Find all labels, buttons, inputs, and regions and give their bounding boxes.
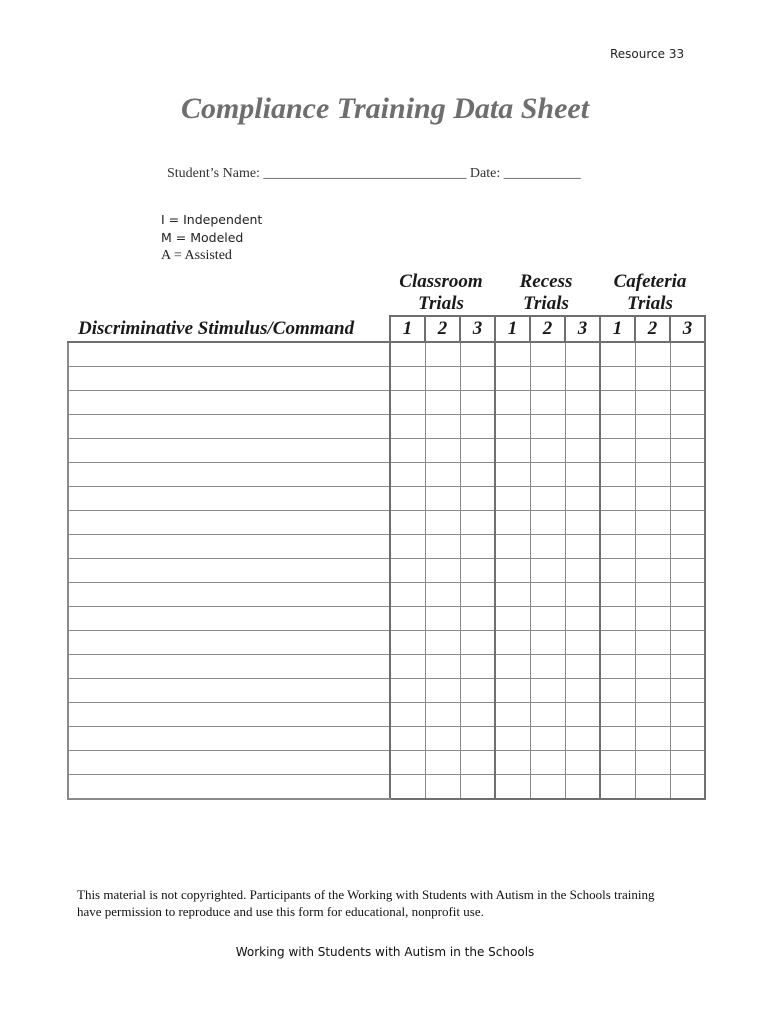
trial-entry-cell[interactable] [670, 559, 705, 583]
trial-entry-cell[interactable] [635, 751, 670, 775]
trial-entry-cell[interactable] [670, 439, 705, 463]
stimulus-header-cell [68, 316, 390, 342]
trial-entry-cell[interactable] [635, 559, 670, 583]
stimulus-entry-cell[interactable] [68, 439, 390, 463]
table-row [68, 415, 705, 439]
stimulus-entry-cell[interactable] [68, 751, 390, 775]
stimulus-entry-cell[interactable] [68, 367, 390, 391]
trial-entry-cell[interactable] [670, 583, 705, 607]
trial-entry-cell[interactable] [495, 583, 530, 607]
resource-label: Resource 33 [610, 47, 685, 61]
trial-entry-cell[interactable] [635, 607, 670, 631]
trial-entry-cell[interactable] [425, 703, 460, 727]
trial-entry-cell[interactable] [460, 679, 495, 703]
trial-entry-cell[interactable] [390, 583, 425, 607]
trial-entry-cell[interactable] [635, 342, 670, 367]
trial-entry-cell[interactable] [565, 727, 600, 751]
trial-entry-cell[interactable] [600, 535, 635, 559]
copyright-note [77, 886, 717, 920]
trial-entry-cell[interactable] [390, 415, 425, 439]
trial-entry-cell[interactable] [495, 775, 530, 800]
trial-entry-cell[interactable] [495, 415, 530, 439]
stimulus-entry-cell[interactable] [68, 655, 390, 679]
trial-entry-cell[interactable] [530, 727, 565, 751]
trial-entry-cell[interactable] [390, 751, 425, 775]
trial-number-header: 3 [670, 316, 705, 342]
trial-number-header: 2 [635, 316, 670, 342]
trial-entry-cell[interactable] [670, 415, 705, 439]
trial-entry-cell[interactable] [495, 607, 530, 631]
copyright-note-line: This material is not copyrighted. Participants of the Working with Students with Autism in the Schools training [77, 887, 655, 902]
trial-entry-cell[interactable] [460, 703, 495, 727]
trial-entry-cell[interactable] [565, 559, 600, 583]
trial-entry-cell[interactable] [425, 655, 460, 679]
trial-entry-cell[interactable] [565, 367, 600, 391]
trial-entry-cell[interactable] [565, 631, 600, 655]
trial-entry-cell[interactable] [425, 535, 460, 559]
trial-entry-cell[interactable] [600, 367, 635, 391]
trial-entry-cell[interactable] [565, 487, 600, 511]
trial-entry-cell[interactable] [425, 775, 460, 800]
trial-entry-cell[interactable] [530, 535, 565, 559]
legend-independent: I = Independent [161, 212, 263, 227]
trial-entry-cell[interactable] [495, 463, 530, 487]
trial-entry-cell[interactable] [565, 511, 600, 535]
trial-entry-cell[interactable] [530, 679, 565, 703]
trial-entry-cell[interactable] [460, 727, 495, 751]
stimulus-entry-cell[interactable] [68, 727, 390, 751]
trial-entry-cell[interactable] [460, 559, 495, 583]
table-row [68, 607, 705, 631]
trial-entry-cell[interactable] [635, 631, 670, 655]
stimulus-entry-cell[interactable] [68, 342, 390, 367]
trial-entry-cell[interactable] [600, 463, 635, 487]
trial-entry-cell[interactable] [495, 679, 530, 703]
trial-entry-cell[interactable] [530, 511, 565, 535]
trial-entry-cell[interactable] [425, 487, 460, 511]
trial-entry-cell[interactable] [425, 415, 460, 439]
trial-entry-cell[interactable] [425, 583, 460, 607]
stimulus-entry-cell[interactable] [68, 583, 390, 607]
trial-entry-cell[interactable] [670, 703, 705, 727]
stimulus-entry-cell[interactable] [68, 391, 390, 415]
trial-entry-cell[interactable] [600, 727, 635, 751]
trial-entry-cell[interactable] [565, 655, 600, 679]
trial-number-header: 2 [425, 316, 460, 342]
trial-entry-cell[interactable] [425, 367, 460, 391]
trial-entry-cell[interactable] [530, 487, 565, 511]
trial-entry-cell[interactable] [530, 342, 565, 367]
trial-entry-cell[interactable] [635, 727, 670, 751]
trial-entry-cell[interactable] [670, 487, 705, 511]
trial-entry-cell[interactable] [460, 487, 495, 511]
trial-entry-cell[interactable] [565, 342, 600, 367]
trial-entry-cell[interactable] [460, 511, 495, 535]
trial-entry-cell[interactable] [425, 391, 460, 415]
legend-assisted: A = Assisted [161, 248, 232, 263]
trial-entry-cell[interactable] [530, 559, 565, 583]
trial-entry-cell[interactable] [670, 342, 705, 367]
trial-entry-cell[interactable] [495, 655, 530, 679]
trial-entry-cell[interactable] [530, 775, 565, 800]
group-header-recess [494, 271, 598, 315]
trial-entry-cell[interactable] [495, 751, 530, 775]
group-header-line2: Trials [418, 293, 464, 314]
trial-number-header: 1 [600, 316, 635, 342]
trial-entry-cell[interactable] [635, 703, 670, 727]
trial-entry-cell[interactable] [460, 415, 495, 439]
trial-entry-cell[interactable] [495, 535, 530, 559]
trial-entry-cell[interactable] [460, 342, 495, 367]
group-header-cafeteria [598, 271, 702, 315]
trial-entry-cell[interactable] [600, 655, 635, 679]
table-row [68, 631, 705, 655]
group-header-line2: Trials [523, 293, 569, 314]
trial-entry-cell[interactable] [670, 775, 705, 800]
table-row [68, 583, 705, 607]
stimulus-entry-cell[interactable] [68, 511, 390, 535]
trial-entry-cell[interactable] [565, 415, 600, 439]
trial-entry-cell[interactable] [425, 751, 460, 775]
trial-entry-cell[interactable] [390, 679, 425, 703]
trial-entry-cell[interactable] [565, 751, 600, 775]
trial-entry-cell[interactable] [670, 391, 705, 415]
trial-number-header: 3 [460, 316, 495, 342]
table-row [68, 463, 705, 487]
trial-entry-cell[interactable] [600, 487, 635, 511]
trial-entry-cell[interactable] [460, 367, 495, 391]
trial-entry-cell[interactable] [460, 463, 495, 487]
trial-entry-cell[interactable] [600, 775, 635, 800]
trial-entry-cell[interactable] [390, 559, 425, 583]
page-footer: Working with Students with Autism in the Schools [235, 945, 535, 959]
trial-entry-cell[interactable] [530, 415, 565, 439]
group-header-classroom [389, 271, 493, 315]
trial-entry-cell[interactable] [460, 391, 495, 415]
trial-entry-cell[interactable] [460, 535, 495, 559]
table-row [68, 487, 705, 511]
legend-modeled: M = Modeled [161, 230, 244, 245]
trial-entry-cell[interactable] [495, 703, 530, 727]
trial-number-header: 2 [530, 316, 565, 342]
trial-number-header: 1 [390, 316, 425, 342]
table-row [68, 511, 705, 535]
trial-entry-cell[interactable] [495, 391, 530, 415]
trial-entry-cell[interactable] [495, 727, 530, 751]
trial-number-header: 3 [565, 316, 600, 342]
trial-entry-cell[interactable] [530, 367, 565, 391]
trial-entry-cell[interactable] [635, 679, 670, 703]
trial-entry-cell[interactable] [635, 583, 670, 607]
trial-entry-cell[interactable] [635, 511, 670, 535]
trial-entry-cell[interactable] [600, 703, 635, 727]
stimulus-entry-cell[interactable] [68, 415, 390, 439]
trial-entry-cell[interactable] [600, 751, 635, 775]
trial-entry-cell[interactable] [460, 583, 495, 607]
trial-entry-cell[interactable] [670, 679, 705, 703]
trial-entry-cell[interactable] [670, 367, 705, 391]
trial-entry-cell[interactable] [390, 439, 425, 463]
trial-entry-cell[interactable] [390, 535, 425, 559]
trial-entry-cell[interactable] [670, 751, 705, 775]
stimulus-entry-cell[interactable] [68, 535, 390, 559]
trial-entry-cell[interactable] [390, 487, 425, 511]
trial-entry-cell[interactable] [390, 463, 425, 487]
trial-entry-cell[interactable] [565, 679, 600, 703]
stimulus-entry-cell[interactable] [68, 631, 390, 655]
trial-entry-cell[interactable] [390, 727, 425, 751]
trial-entry-cell[interactable] [600, 511, 635, 535]
table-row [68, 391, 705, 415]
trial-entry-cell[interactable] [635, 535, 670, 559]
trial-entry-cell[interactable] [425, 679, 460, 703]
trial-entry-cell[interactable] [635, 415, 670, 439]
stimulus-entry-cell[interactable] [68, 463, 390, 487]
trial-entry-cell[interactable] [425, 511, 460, 535]
trial-entry-cell[interactable] [565, 775, 600, 800]
table-row [68, 655, 705, 679]
trial-entry-cell[interactable] [425, 342, 460, 367]
table-row [68, 367, 705, 391]
trial-entry-cell[interactable] [670, 727, 705, 751]
trial-entry-cell[interactable] [600, 583, 635, 607]
trial-entry-cell[interactable] [425, 631, 460, 655]
trial-entry-cell[interactable] [600, 679, 635, 703]
trial-entry-cell[interactable] [635, 655, 670, 679]
trial-entry-cell[interactable] [670, 655, 705, 679]
stimulus-entry-cell[interactable] [68, 607, 390, 631]
trial-entry-cell[interactable] [390, 655, 425, 679]
trial-entry-cell[interactable] [530, 655, 565, 679]
group-header-line1: Classroom [399, 271, 483, 292]
trial-entry-cell[interactable] [530, 439, 565, 463]
table-row [68, 679, 705, 703]
table-row [68, 535, 705, 559]
trial-entry-cell[interactable] [390, 775, 425, 800]
trial-entry-cell[interactable] [460, 631, 495, 655]
trial-entry-cell[interactable] [565, 583, 600, 607]
trial-entry-cell[interactable] [565, 535, 600, 559]
trial-entry-cell[interactable] [425, 559, 460, 583]
group-header-line1: Recess [519, 271, 573, 292]
trial-entry-cell[interactable] [670, 535, 705, 559]
table-row [68, 775, 705, 800]
trial-entry-cell[interactable] [495, 439, 530, 463]
trial-entry-cell[interactable] [600, 415, 635, 439]
trial-entry-cell[interactable] [565, 439, 600, 463]
trial-entry-cell[interactable] [635, 439, 670, 463]
table-row [68, 439, 705, 463]
trial-entry-cell[interactable] [495, 342, 530, 367]
trial-entry-cell[interactable] [600, 631, 635, 655]
table-row [68, 727, 705, 751]
trial-entry-cell[interactable] [495, 631, 530, 655]
trial-entry-cell[interactable] [460, 775, 495, 800]
trial-entry-cell[interactable] [635, 391, 670, 415]
trial-entry-cell[interactable] [565, 703, 600, 727]
trial-entry-cell[interactable] [530, 391, 565, 415]
trial-entry-cell[interactable] [635, 775, 670, 800]
trial-entry-cell[interactable] [495, 487, 530, 511]
stimulus-entry-cell[interactable] [68, 775, 390, 800]
trial-entry-cell[interactable] [565, 463, 600, 487]
data-grid [67, 315, 706, 800]
trial-entry-cell[interactable] [390, 367, 425, 391]
trial-entry-cell[interactable] [425, 439, 460, 463]
stimulus-entry-cell[interactable] [68, 487, 390, 511]
trial-entry-cell[interactable] [530, 607, 565, 631]
student-name-date-line: Student’s Name: _____________________________ Date: ___________ [167, 166, 581, 181]
stimulus-entry-cell[interactable] [68, 679, 390, 703]
page-title: Compliance Training Data Sheet [180, 92, 590, 125]
stimulus-entry-cell[interactable] [68, 559, 390, 583]
trial-entry-cell[interactable] [670, 463, 705, 487]
trial-entry-cell[interactable] [425, 463, 460, 487]
trial-entry-cell[interactable] [425, 727, 460, 751]
table-row [68, 559, 705, 583]
trial-entry-cell[interactable] [390, 391, 425, 415]
trial-entry-cell[interactable] [495, 559, 530, 583]
trial-entry-cell[interactable] [390, 607, 425, 631]
trial-entry-cell[interactable] [460, 607, 495, 631]
trial-number-header: 1 [495, 316, 530, 342]
table-row [68, 703, 705, 727]
trial-entry-cell[interactable] [670, 631, 705, 655]
trial-entry-cell[interactable] [565, 607, 600, 631]
trial-entry-cell[interactable] [530, 751, 565, 775]
trial-entry-cell[interactable] [495, 511, 530, 535]
trial-entry-cell[interactable] [670, 511, 705, 535]
trial-entry-cell[interactable] [670, 607, 705, 631]
trial-entry-cell[interactable] [460, 439, 495, 463]
trial-entry-cell[interactable] [600, 342, 635, 367]
table-row [68, 342, 705, 367]
trial-entry-cell[interactable] [600, 559, 635, 583]
table-row [68, 751, 705, 775]
trial-entry-cell[interactable] [530, 463, 565, 487]
trial-entry-cell[interactable] [530, 631, 565, 655]
trial-entry-cell[interactable] [565, 391, 600, 415]
trial-entry-cell[interactable] [635, 487, 670, 511]
trial-entry-cell[interactable] [530, 583, 565, 607]
trial-entry-cell[interactable] [390, 342, 425, 367]
trial-entry-cell[interactable] [600, 391, 635, 415]
trial-entry-cell[interactable] [600, 607, 635, 631]
trial-entry-cell[interactable] [600, 439, 635, 463]
trial-entry-cell[interactable] [460, 751, 495, 775]
trial-entry-cell[interactable] [390, 511, 425, 535]
trial-entry-cell[interactable] [390, 631, 425, 655]
trial-entry-cell[interactable] [635, 367, 670, 391]
group-header-line1: Cafeteria [613, 271, 687, 292]
trial-entry-cell[interactable] [425, 607, 460, 631]
trial-entry-cell[interactable] [460, 655, 495, 679]
trial-entry-cell[interactable] [530, 703, 565, 727]
stimulus-column-header: Discriminative Stimulus/Command [78, 318, 355, 339]
trial-entry-cell[interactable] [635, 463, 670, 487]
copyright-note-line: have permission to reproduce and use this form for educational, nonprofit use. [77, 904, 484, 919]
group-header-line2: Trials [627, 293, 673, 314]
trial-entry-cell[interactable] [390, 703, 425, 727]
stimulus-entry-cell[interactable] [68, 703, 390, 727]
trial-entry-cell[interactable] [495, 367, 530, 391]
